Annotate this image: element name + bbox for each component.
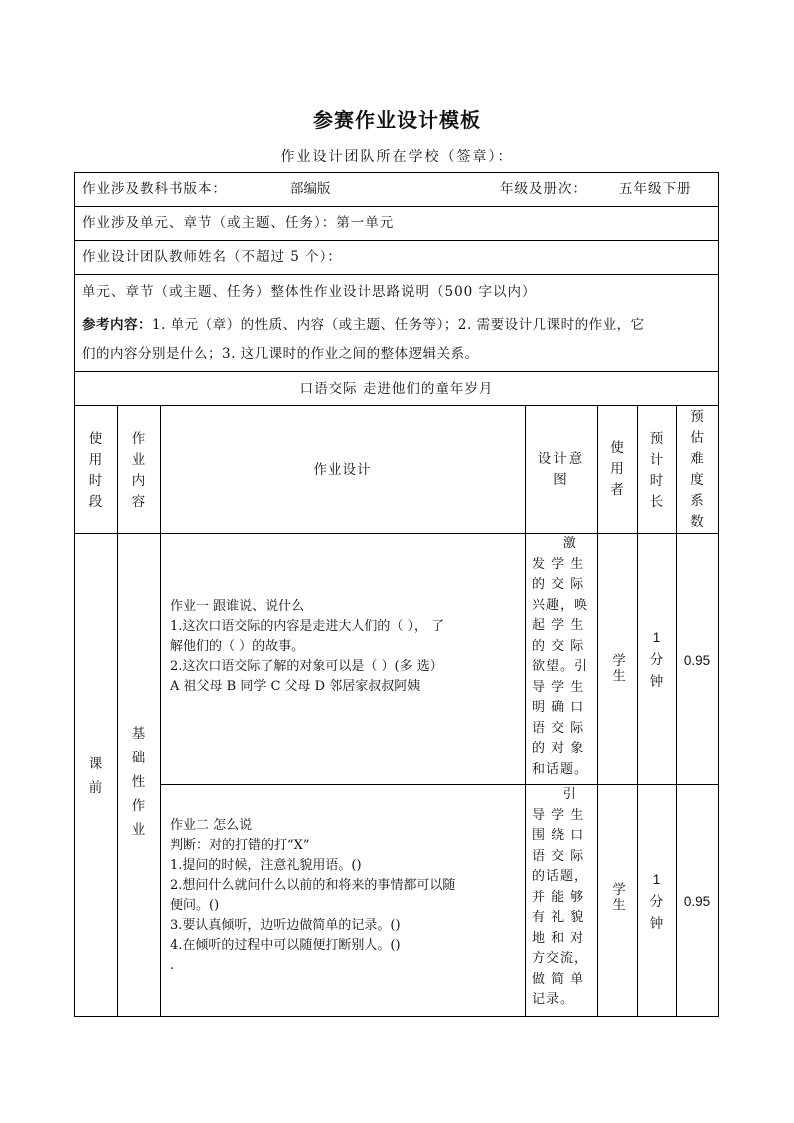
textbook-label: 作业涉及教科书版本： (82, 181, 227, 197)
task-2-time: 1 分 钟 (649, 872, 664, 932)
task-2-line: . (170, 958, 175, 973)
rule-header (74, 533, 719, 534)
task-1-line: 1.这次口语交际的内容是走进大人们的（ ）， 了 (170, 619, 445, 634)
header-design: 作业设计 (313, 462, 372, 478)
rule-task-split (160, 784, 719, 785)
header-difficulty: 预 估 难 度 系 数 (690, 409, 704, 530)
rule-top (74, 172, 719, 173)
task-1-design (170, 597, 444, 697)
rule-bottom (74, 1016, 719, 1017)
task-1-time: 1 分 钟 (649, 630, 664, 690)
task-2-line: 作业二 怎么说 (170, 818, 253, 833)
rule-lesson (74, 405, 719, 406)
task-2-line: 1.提问的时候，注意礼貌用语。() (170, 858, 362, 873)
task-2-difficulty: 0.95 (683, 894, 711, 909)
reference-label: 参考内容： (82, 317, 152, 333)
task-2-line: 便问。() (170, 898, 220, 913)
task-2-line: 4.在倾听的过程中可以随便打断别人。() (170, 938, 401, 953)
header-time: 预 计 时 长 (649, 431, 664, 510)
reference-text-1: 1. 单元（章）的性质、内容（或主题、任务等）；2. 需要设计几课时的作业，它 (152, 317, 645, 333)
rule-left (74, 172, 75, 1017)
task-1-user: 学生 (609, 652, 625, 684)
task-1-line: A 祖父母 B 同学 C 父母 D 邻居家叔叔阿姨 (170, 679, 421, 694)
task-2-user: 学生 (609, 881, 625, 913)
rule-col-2 (160, 405, 161, 1017)
rule-design (74, 371, 719, 372)
header-user: 使 用 者 (610, 440, 624, 498)
content-value: 基 础 性 作 业 (131, 726, 146, 838)
assignment-table (74, 172, 719, 1017)
task-2-line: 3.要认真倾听，边听边做简单的记录。() (170, 918, 401, 933)
reference-line-1 (82, 315, 645, 335)
header-content: 作 业 内 容 (131, 431, 146, 510)
grade-value: 五年级下册 (619, 181, 692, 197)
teacher-line: 作业设计团队教师姓名（不超过 5 个）： (82, 249, 342, 265)
rule-textbook (74, 206, 719, 207)
period-value: 课 前 (88, 756, 103, 796)
unit-line: 作业涉及单元、章节（或主题、任务）：第一单元 (82, 215, 395, 231)
reference-line-2: 们的内容分别是什么；3. 这几课时的作业之间的整体逻辑关系。 (82, 346, 479, 362)
task-2-design (170, 816, 455, 976)
textbook-value: 部编版 (290, 181, 331, 197)
task-2-intent: 引 导 学 生 围 绕 口 语 交 际 的话题， 并 能 够 有 礼 貌 地 和 对 方交流， 做 简 单 记录。 (532, 787, 589, 1007)
header-period: 使 用 时 段 (88, 431, 103, 510)
grade-label: 年级及册次： (500, 181, 587, 197)
task-1-difficulty: 0.95 (683, 653, 711, 668)
rule-col-3 (525, 405, 526, 1017)
task-1-line: 作业一 跟谁说、说什么 (170, 599, 305, 614)
header-intent: 设计意 图 (537, 451, 585, 488)
rule-unit (74, 240, 719, 241)
page-title: 参赛作业设计模板 (313, 108, 481, 132)
school-line: 作业设计团队所在学校（签章）： (280, 149, 514, 165)
rule-right (718, 172, 719, 1017)
task-1-intent: 激 发 学 生 的 交 际 兴趣，唤 起 学 生 的 交 际 欲望。引 导 学 生 明 确 口 语 交 际 的 对 象 和话题。 (532, 536, 589, 777)
design-heading: 单元、章节（或主题、任务）整体性作业设计思路说明（500 字以内） (82, 284, 537, 300)
task-1-line: 2.这次口语交际了解的对象可以是（ ）(多 选） (170, 659, 443, 674)
task-2-line: 判断：对的打错的打“X” (170, 838, 310, 853)
task-2-line: 2.想问什么就问什么以前的和将来的事情都可以随 (170, 878, 456, 893)
rule-teacher (74, 274, 719, 275)
task-1-line: 解他们的（ ）的故事。 (170, 639, 305, 654)
lesson-title: 口语交际 走进他们的童年岁月 (299, 381, 494, 397)
